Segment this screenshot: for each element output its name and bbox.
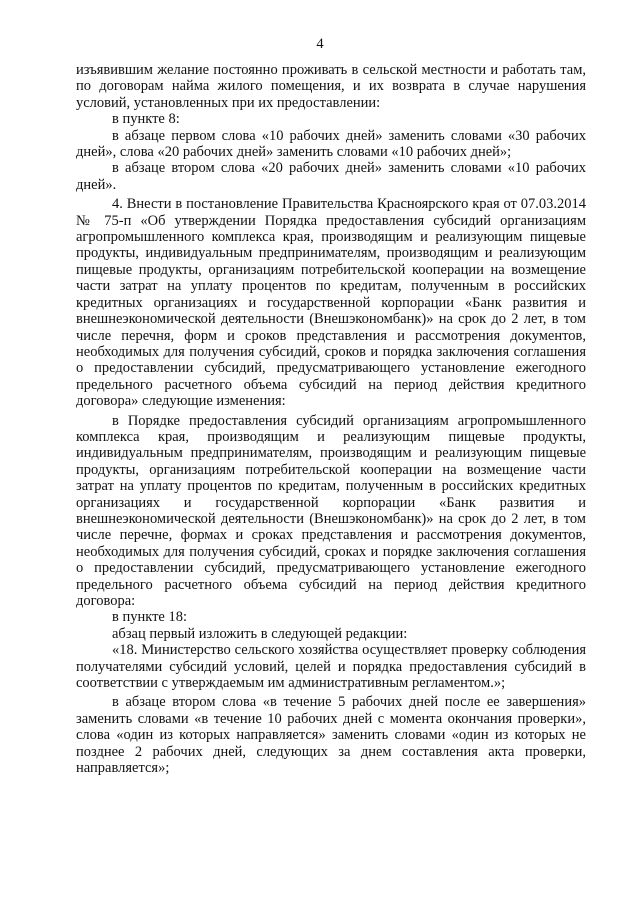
paragraph: в пункте 18: <box>112 609 188 626</box>
paragraph: «18. Министерство сельского хозяйства осуществляет проверку соблюдения получателями субсидий условий, целей и порядка предоставления субсидий в соответствии с утверждаемым им административным регламентом.»; <box>76 642 586 692</box>
paragraph: в абзаце втором слова «в течение 5 рабочих дней после ее завершения» заменить словами «в течение 10 рабочих дней с момента окончания проверки», слова «один из которых направляется» заменить словами «один из которых не позднее 2 рабочих дней, следующих за днем составления акта проверки, направляется»; <box>76 694 586 777</box>
paragraph: в абзаце втором слова «20 рабочих дней» заменить словами «10 рабочих дней». <box>76 160 586 193</box>
paragraph: 4. Внести в постановление Правительства Красноярского края от 07.03.2014 № 75-п «Об утверждении Порядка предоставления субсидий организациям агропромышленного комплекса края, производящим и реализующим пищевые продукты, индивидуальным предпринимателям, производящим и реализующим пищевые продукты, организациям потребительской кооперации на возмещение части затрат на уплату процентов по кредитам, полученным в российских кредитных организациях и государственной корпорации «Банк развития и внешнеэкономической деятельности (Внешэкономбанк)» на срок до 2 лет, в том числе перечня, форм и сроков представления и рассмотрения документов, необходимых для получения субсидий, сроков и порядка заключения соглашения о предоставлении субсидий, предусматривающего установление ежегодного предельного расчетного объема субсидий на период действия кредитного договора» следующие изменения: <box>76 196 586 410</box>
paragraph: в абзаце первом слова «10 рабочих дней» заменить словами «30 рабочих дней», слова «20 рабочих дней» заменить словами «10 рабочих дней»; <box>76 127 586 161</box>
page-number: 4 <box>316 36 324 52</box>
document-body <box>76 62 586 776</box>
paragraph: в пункте 8: <box>112 111 180 128</box>
paragraph: в Порядке предоставления субсидий организациям агропромышленного комплекса края, производящим и реализующим пищевые продукты, индивидуальным предпринимателям, производящим и реализующим пищевые продукты, организациям потребительской кооперации на возмещение части затрат на уплату процентов по кредитам, полученным в российских кредитных организациях и государственной корпорации «Банк развития и внешнеэкономической деятельности (Внешэкономбанк)» на срок до 2 лет, в том числе перечне, формах и сроках представления и рассмотрения документов, необходимых для получения субсидий, сроках и порядке заключения соглашения о предоставлении субсидий, предусматривающего установление ежегодного предельного расчетного объема субсидий на период действия кредитного договора: <box>76 412 586 609</box>
paragraph: абзац первый изложить в следующей редакции: <box>112 625 408 642</box>
paragraph: изъявившим желание постоянно проживать в сельской местности и работать там, по договорам найма жилого помещения, и их возврата в случае нарушения условий, установленных при их предоставлении: <box>76 62 586 111</box>
